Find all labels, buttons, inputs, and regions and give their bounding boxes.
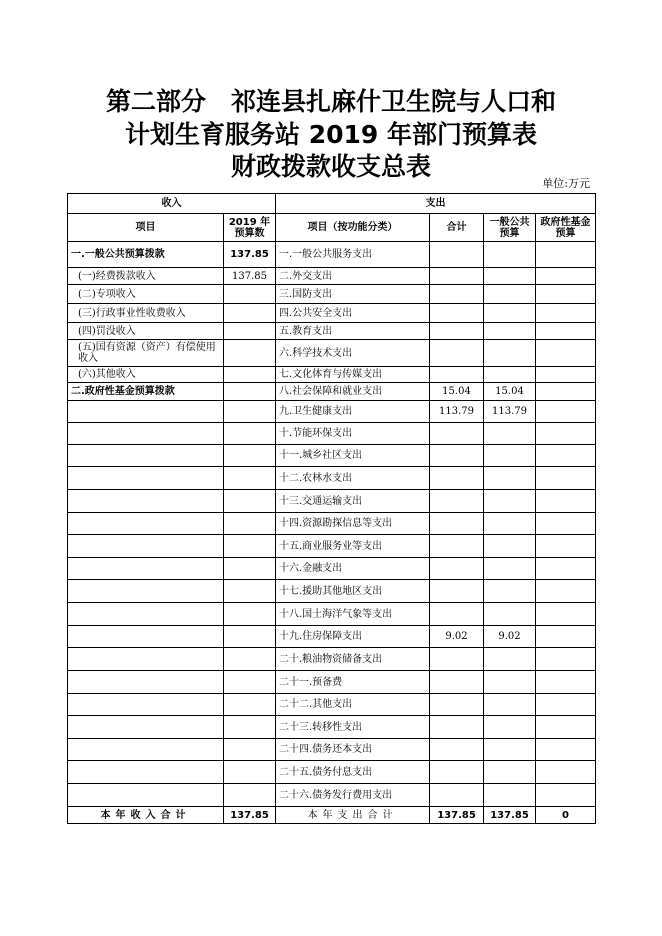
expense-gov-fund: [536, 535, 596, 558]
expense-gov-fund: [536, 558, 596, 580]
table-row: [68, 467, 596, 490]
income-value: [224, 445, 276, 467]
expense-gov-fund: [536, 603, 596, 626]
expense-total: [430, 304, 484, 323]
expense-item: 三.国防支出: [276, 285, 430, 304]
income-item: [68, 535, 224, 558]
expense-general: [484, 716, 536, 739]
expense-general: [484, 285, 536, 304]
expense-gov-fund: [536, 401, 596, 423]
expense-total: [430, 490, 484, 513]
general-header: 一般公共预算: [484, 214, 536, 242]
table-row: [68, 268, 596, 285]
expense-total: [430, 739, 484, 761]
table-row: [68, 716, 596, 739]
expense-item: 十七.援助其他地区支出: [276, 580, 430, 603]
expense-total: [430, 467, 484, 490]
unit-label: 单位:万元: [542, 177, 590, 190]
expense-total: [430, 242, 484, 268]
income-item: [68, 739, 224, 761]
income-item: [68, 716, 224, 739]
table-row: [68, 285, 596, 304]
expense-general: [484, 580, 536, 603]
table-row: [68, 626, 596, 648]
expense-gov-fund: [536, 580, 596, 603]
expense-total: [430, 367, 484, 383]
expense-general: [484, 340, 536, 367]
expense-item: 二.外交支出: [276, 268, 430, 285]
expense-item: 十八.国土海洋气象等支出: [276, 603, 430, 626]
income-value: 137.85: [224, 242, 276, 268]
expense-total: [430, 268, 484, 285]
expense-general-sum: 137.85: [484, 807, 536, 824]
expense-total: [430, 423, 484, 445]
header-row-2: [68, 214, 596, 242]
income-item: [68, 558, 224, 580]
expense-general: [484, 761, 536, 784]
expense-gov-fund: [536, 367, 596, 383]
expense-total: [430, 716, 484, 739]
expense-item: 十五.商业服务业等支出: [276, 535, 430, 558]
expense-item: 六.科学技术支出: [276, 340, 430, 367]
expense-gov-fund: [536, 340, 596, 367]
table-row: [68, 784, 596, 807]
expense-general: [484, 671, 536, 694]
expense-item: 二十六.债务发行费用支出: [276, 784, 430, 807]
expense-total: 15.04: [430, 383, 484, 401]
table-row: [68, 304, 596, 323]
income-item: [68, 467, 224, 490]
expense-total: 113.79: [430, 401, 484, 423]
expense-total: [430, 603, 484, 626]
expense-gov-fund: [536, 268, 596, 285]
expense-item: 九.卫生健康支出: [276, 401, 430, 423]
expense-gov-fund-sum: 0: [536, 807, 596, 824]
expense-item: 十二.农林水支出: [276, 467, 430, 490]
expense-gov-fund: [536, 490, 596, 513]
expense-general: [484, 467, 536, 490]
expense-gov-fund: [536, 716, 596, 739]
income-value: [224, 648, 276, 671]
table-row: [68, 401, 596, 423]
income-value: [224, 401, 276, 423]
expense-header: 支出: [276, 194, 596, 214]
expense-item: 七.文化体育与传媒支出: [276, 367, 430, 383]
expense-item: 二十四.债务还本支出: [276, 739, 430, 761]
income-value: [224, 784, 276, 807]
income-item: [68, 603, 224, 626]
income-value: [224, 739, 276, 761]
expense-gov-fund: [536, 648, 596, 671]
table-row: [68, 648, 596, 671]
expense-gov-fund: [536, 513, 596, 535]
expense-item: 四.公共安全支出: [276, 304, 430, 323]
income-item: [68, 445, 224, 467]
page-title-line2: 计划生育服务站 2019 年部门预算表: [125, 120, 537, 149]
income-item: [68, 513, 224, 535]
expense-item: 十.节能环保支出: [276, 423, 430, 445]
expense-gov-fund: [536, 383, 596, 401]
expense-general: [484, 648, 536, 671]
expense-general: [484, 694, 536, 716]
totals-row: [68, 807, 596, 824]
expense-general: [484, 490, 536, 513]
expense-gov-fund: [536, 242, 596, 268]
income-item: 二.政府性基金预算拨款: [68, 383, 224, 401]
income-item: [68, 490, 224, 513]
expense-item: 十三.交通运输支出: [276, 490, 430, 513]
page-title-line1: 第二部分 祁连县扎麻什卫生院与人口和: [105, 87, 556, 116]
income-item: (六)其他收入: [68, 367, 224, 383]
income-item: [68, 401, 224, 423]
table-row: [68, 694, 596, 716]
expense-item: 二十三.转移性支出: [276, 716, 430, 739]
expense-general: 113.79: [484, 401, 536, 423]
expense-item: 二十一.预备费: [276, 671, 430, 694]
expense-total-sum: 137.85: [430, 807, 484, 824]
expense-total: [430, 784, 484, 807]
expense-general: 15.04: [484, 383, 536, 401]
expense-general: [484, 268, 536, 285]
table-row: [68, 761, 596, 784]
income-value: [224, 490, 276, 513]
header-row-1: [68, 194, 596, 214]
income-value: [224, 535, 276, 558]
expense-item: 十六.金融支出: [276, 558, 430, 580]
table-row: [68, 323, 596, 340]
expense-gov-fund: [536, 694, 596, 716]
expense-gov-fund: [536, 285, 596, 304]
table-row: [68, 580, 596, 603]
income-item: [68, 694, 224, 716]
table-row: [68, 383, 596, 401]
expense-general: [484, 739, 536, 761]
table-row: [68, 367, 596, 383]
budget-table: [67, 193, 596, 824]
income-value: [224, 558, 276, 580]
expense-general: [484, 603, 536, 626]
table-row: [68, 340, 596, 367]
income-item: (四)罚没收入: [68, 323, 224, 340]
expense-gov-fund: [536, 739, 596, 761]
expense-item: 一.一般公共服务支出: [276, 242, 430, 268]
expense-total: [430, 648, 484, 671]
income-item: [68, 784, 224, 807]
expense-general: [484, 304, 536, 323]
income-item: (一)经费拨款收入: [68, 268, 224, 285]
expense-item: 二十.粮油物资储备支出: [276, 648, 430, 671]
income-value: [224, 694, 276, 716]
expense-item: 十一.城乡社区支出: [276, 445, 430, 467]
expense-general: [484, 445, 536, 467]
expense-total: [430, 340, 484, 367]
expense-general: [484, 367, 536, 383]
expense-gov-fund: [536, 304, 596, 323]
income-value: [224, 323, 276, 340]
expense-gov-fund: [536, 671, 596, 694]
expense-gov-fund: [536, 761, 596, 784]
expense-total: [430, 535, 484, 558]
expense-total: [430, 323, 484, 340]
table-row: [68, 490, 596, 513]
income-item: (三)行政事业性收费收入: [68, 304, 224, 323]
income-value: [224, 580, 276, 603]
expense-total: [430, 445, 484, 467]
income-item: (五)国有资源（资产）有偿使用收入: [68, 340, 224, 367]
income-value: [224, 671, 276, 694]
income-total-label: 本年收入合计: [68, 807, 224, 824]
income-value: [224, 626, 276, 648]
expense-total: [430, 761, 484, 784]
expense-total: [430, 513, 484, 535]
expense-gov-fund: [536, 784, 596, 807]
page-title-line3: 财政拨款收支总表: [230, 152, 431, 181]
expense-gov-fund: [536, 423, 596, 445]
income-value: [224, 716, 276, 739]
income-value: [224, 304, 276, 323]
income-value: [224, 383, 276, 401]
income-item: [68, 580, 224, 603]
income-value: [224, 423, 276, 445]
income-value: [224, 340, 276, 367]
expense-gov-fund: [536, 323, 596, 340]
expense-item: 五.教育支出: [276, 323, 430, 340]
table-row: [68, 671, 596, 694]
expense-gov-fund: [536, 467, 596, 490]
expense-total: [430, 580, 484, 603]
income-item: [68, 626, 224, 648]
income-item: [68, 671, 224, 694]
expense-total: [430, 285, 484, 304]
table-row: [68, 445, 596, 467]
expense-total: 9.02: [430, 626, 484, 648]
expense-total-label: 本年支出合计: [276, 807, 430, 824]
income-total-value: 137.85: [224, 807, 276, 824]
income-item: [68, 423, 224, 445]
table-row: [68, 423, 596, 445]
expense-item: 八.社会保障和就业支出: [276, 383, 430, 401]
expense-general: [484, 558, 536, 580]
income-value: [224, 603, 276, 626]
income-value: [224, 761, 276, 784]
gov-fund-header: 政府性基金预算: [536, 214, 596, 242]
income-item: [68, 761, 224, 784]
table-row: [68, 558, 596, 580]
item-header: 项目: [68, 214, 224, 242]
expense-gov-fund: [536, 626, 596, 648]
expense-gov-fund: [536, 445, 596, 467]
expense-general: [484, 242, 536, 268]
table-row: [68, 535, 596, 558]
expense-general: [484, 513, 536, 535]
table-row: [68, 242, 596, 268]
expense-total: [430, 558, 484, 580]
income-value: [224, 367, 276, 383]
expense-total: [430, 671, 484, 694]
expense-general: [484, 784, 536, 807]
expense-item: 二十二.其他支出: [276, 694, 430, 716]
income-header: 收入: [68, 194, 276, 214]
table-row: [68, 513, 596, 535]
income-value: [224, 285, 276, 304]
table-row: [68, 739, 596, 761]
expense-item: 十九.住房保障支出: [276, 626, 430, 648]
expense-item: 十四.资源勘探信息等支出: [276, 513, 430, 535]
table-row: [68, 603, 596, 626]
expense-general: 9.02: [484, 626, 536, 648]
expense-total: [430, 694, 484, 716]
income-item: 一.一般公共预算拨款: [68, 242, 224, 268]
expense-item: 二十五.债务付息支出: [276, 761, 430, 784]
func-item-header: 项目（按功能分类）: [276, 214, 430, 242]
expense-general: [484, 423, 536, 445]
income-item: [68, 648, 224, 671]
income-value: 137.85: [224, 268, 276, 285]
total-header: 合计: [430, 214, 484, 242]
budget-header: 2019 年预算数: [224, 214, 276, 242]
expense-general: [484, 323, 536, 340]
expense-general: [484, 535, 536, 558]
income-item: (二)专项收入: [68, 285, 224, 304]
income-value: [224, 467, 276, 490]
income-value: [224, 513, 276, 535]
